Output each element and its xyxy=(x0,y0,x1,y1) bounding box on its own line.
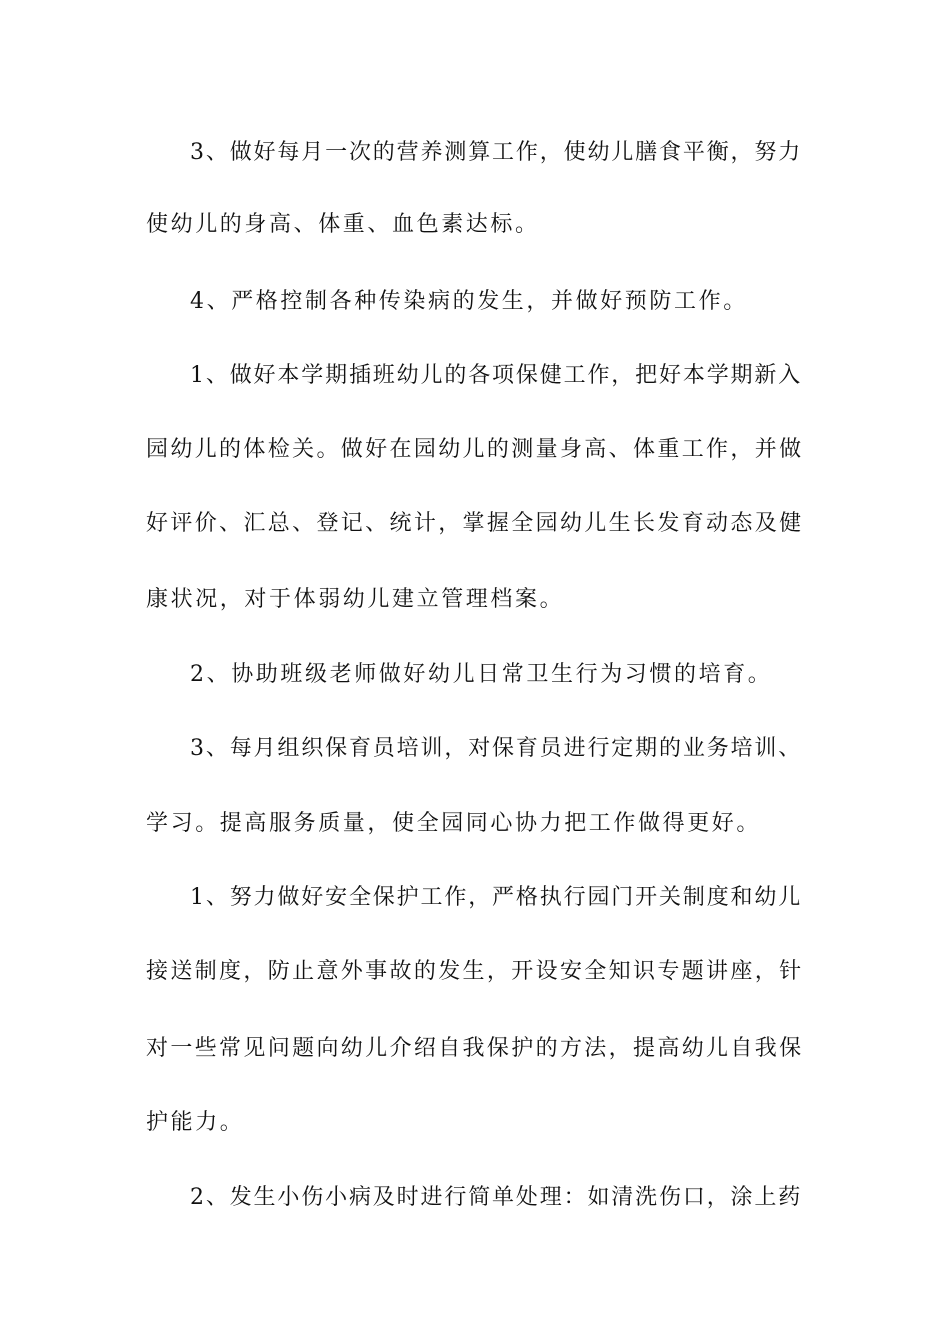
paragraph-line: 康状况，对于体弱幼儿建立管理档案。 xyxy=(146,587,565,612)
paragraph-line: 好评价、汇总、登记、统计，掌握全园幼儿生长发育动态及健 xyxy=(146,511,804,536)
paragraph-line: 对一些常见问题向幼儿介绍自我保护的方法，提高幼儿自我保 xyxy=(146,1036,804,1061)
paragraph-line: 护能力。 xyxy=(146,1110,245,1135)
paragraph-line: 4、严格控制各种传染病的发生，并做好预防工作。 xyxy=(190,289,748,314)
paragraph-line: 1、努力做好安全保护工作，严格执行园门开关制度和幼儿 xyxy=(190,885,803,910)
paragraph-line: 2、协助班级老师做好幼儿日常卫生行为习惯的培育。 xyxy=(190,662,773,687)
paragraph-line: 3、每月组织保育员培训，对保育员进行定期的业务培训、 xyxy=(190,736,803,761)
paragraph-line: 接送制度，防止意外事故的发生，开设安全知识专题讲座，针 xyxy=(146,959,804,984)
paragraph-line: 2、发生小伤小病及时进行简单处理：如清洗伤口，涂上药 xyxy=(190,1185,803,1210)
paragraph-line: 学习。提高服务质量，使全园同心协力把工作做得更好。 xyxy=(146,811,762,836)
paragraph-line: 园幼儿的体检关。做好在园幼儿的测量身高、体重工作，并做 xyxy=(146,437,804,462)
paragraph-line: 使幼儿的身高、体重、血色素达标。 xyxy=(146,212,540,237)
paragraph-line: 3、做好每月一次的营养测算工作，使幼儿膳食平衡，努力 xyxy=(190,140,803,165)
paragraph-line: 1、做好本学期插班幼儿的各项保健工作，把好本学期新入 xyxy=(190,363,803,388)
